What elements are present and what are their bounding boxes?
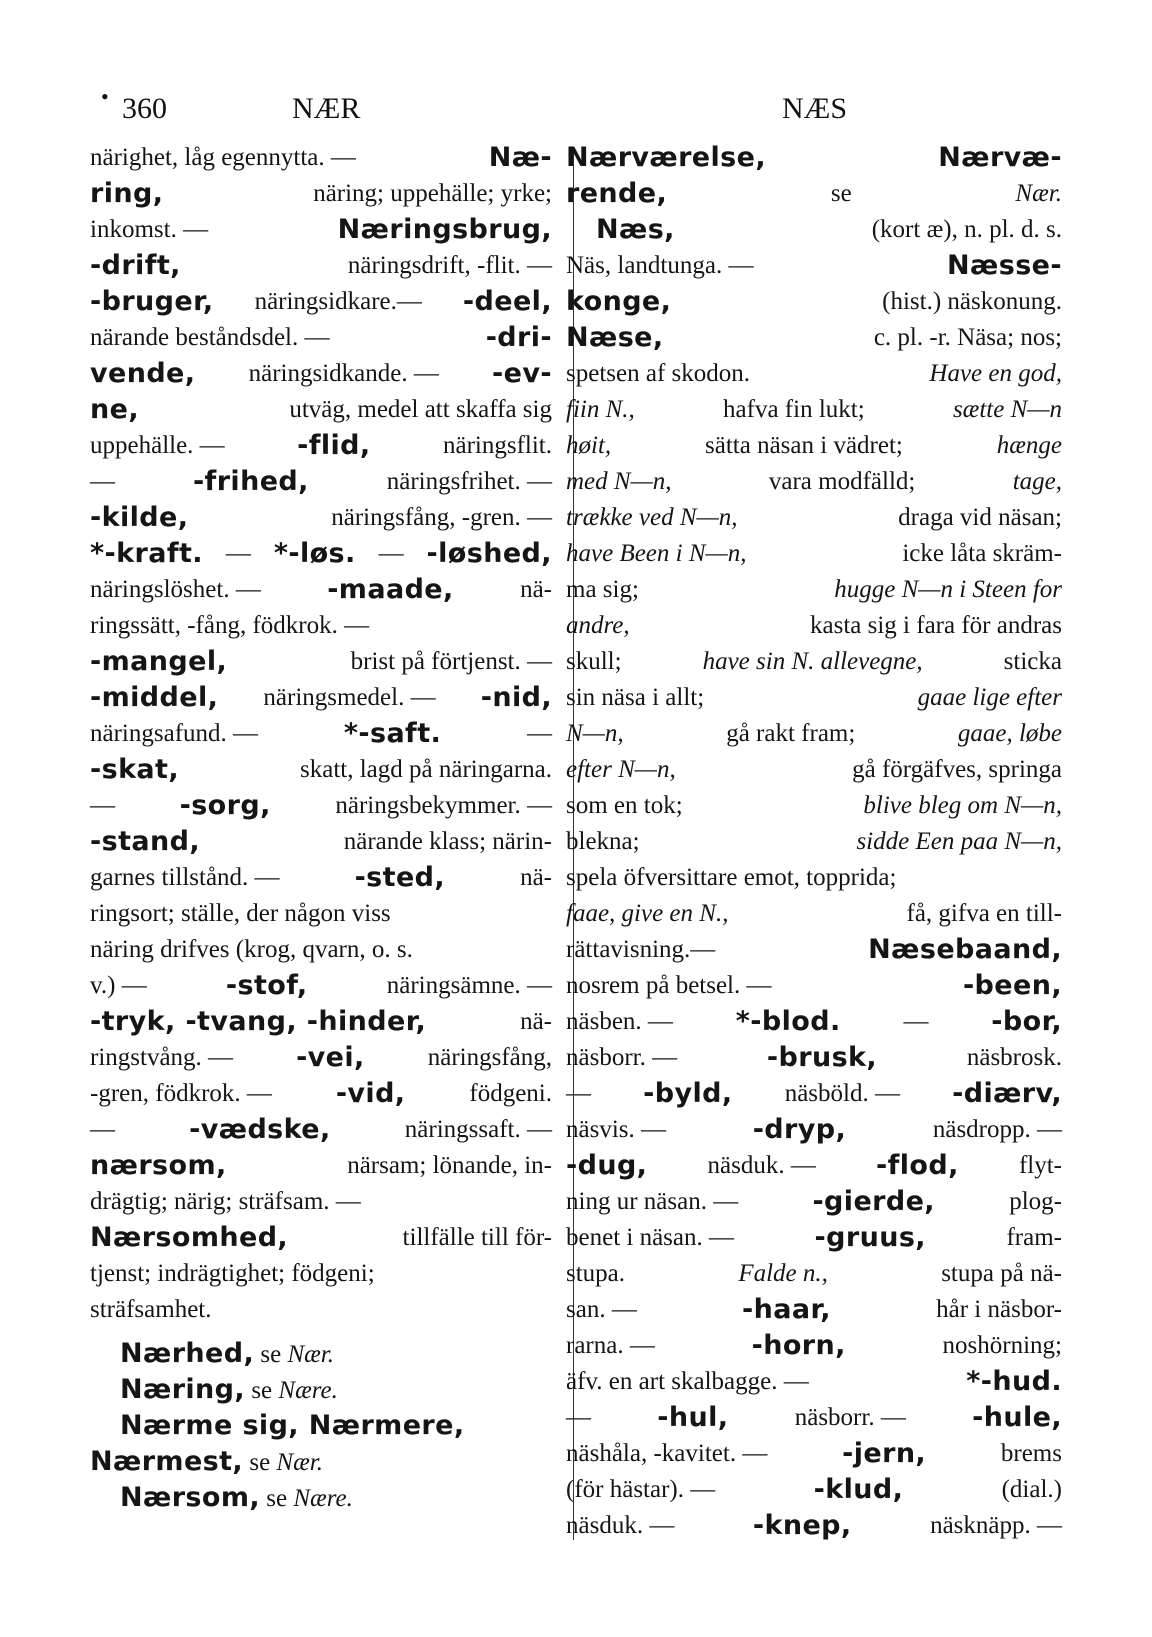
text-line <box>566 1004 1062 1040</box>
text-line <box>90 500 552 536</box>
definition-text: vara modfälld; <box>768 468 916 495</box>
headword: -tryk, -tvang, -hinder, <box>90 1006 427 1037</box>
definition-text: näringsfång, <box>427 1044 552 1071</box>
definition-text: gå rakt fram; <box>726 720 856 747</box>
definition-text: näringsflit. <box>442 432 552 459</box>
headword: -maade, <box>327 574 454 605</box>
definition-text: sin näsa i allt; <box>566 684 705 711</box>
text-line <box>566 356 1062 392</box>
definition-text: draga vid näsan; <box>898 504 1062 531</box>
text-line <box>566 932 1062 968</box>
definition-text: noshörning; <box>942 1332 1062 1359</box>
italic-phrase: Have en god, <box>929 360 1062 387</box>
definition-text: stupa. <box>566 1260 626 1287</box>
text-line <box>90 140 552 176</box>
text-line <box>90 752 552 788</box>
definition-text: hår i näsbor- <box>936 1296 1062 1323</box>
italic-phrase: Falde n., <box>738 1260 828 1287</box>
definition-text: hafva fin lukt; <box>723 396 865 423</box>
text-line <box>90 464 552 500</box>
text-line <box>90 860 552 896</box>
text-line <box>566 1292 1062 1328</box>
definition-text: icke låta skräm- <box>902 540 1062 567</box>
text-line <box>566 1436 1062 1472</box>
text-line <box>566 1220 1062 1256</box>
definition-text: näringsbekymmer. — <box>335 792 552 819</box>
right-guide-word: NÆS <box>782 92 848 125</box>
text-line <box>566 572 1062 608</box>
definition-text: — <box>90 792 115 819</box>
text-line <box>90 1220 552 1256</box>
definition-text: inkomst. — <box>90 216 209 243</box>
text-line <box>90 428 552 464</box>
text-line <box>90 968 552 1004</box>
text-line <box>90 284 552 320</box>
definition-text: se <box>245 1377 279 1404</box>
text-line <box>566 140 1062 176</box>
left-guide-word: NÆR <box>292 92 361 125</box>
definition-text: äfv. en art skalbagge. — <box>566 1368 809 1395</box>
text-line <box>566 1328 1062 1364</box>
definition-text: — <box>903 1008 929 1035</box>
definition-text: (för hästar). — <box>566 1476 716 1503</box>
definition-text: kasta sig i fara för andras <box>810 612 1062 639</box>
definition-text: -gren, födkrok. — <box>90 1080 272 1107</box>
definition-text: näringsafund. — <box>90 720 259 747</box>
definition-text: brems <box>1000 1440 1062 1467</box>
headword: -dri- <box>485 322 552 353</box>
definition-text: fram- <box>1006 1224 1062 1251</box>
headword: *-saft. <box>343 718 442 749</box>
text-line <box>90 1336 552 1372</box>
definition-text: sträfsamhet. <box>90 1296 212 1323</box>
headword: Næse, <box>566 322 664 353</box>
headword: -gierde, <box>812 1186 935 1217</box>
definition-text: sticka <box>1003 648 1062 675</box>
headword: Næring, <box>120 1374 246 1405</box>
headword: -flod, <box>876 1150 959 1181</box>
definition-text: stupa på nä- <box>941 1260 1062 1287</box>
text-line <box>566 788 1062 824</box>
italic-phrase: hænge <box>996 432 1062 459</box>
headword: -hule, <box>972 1402 1062 1433</box>
italic-phrase: trække ved N—n, <box>566 504 738 531</box>
definition-text: garnes tillstånd. — <box>90 864 280 891</box>
definition-text: benet i näsan. — <box>566 1224 735 1251</box>
text-line <box>566 1148 1062 1184</box>
headword: -dug, <box>566 1150 648 1181</box>
italic-phrase: høit, <box>566 432 612 459</box>
definition-text: — <box>225 540 251 567</box>
definition-text: gå förgäfves, springa <box>852 756 1062 783</box>
text-line <box>90 824 552 860</box>
definition-text: uppehälle. — <box>90 432 225 459</box>
headword: vende, <box>90 358 196 389</box>
definition-text: näringsfrihet. — <box>386 468 552 495</box>
definition-text: näringsfång, -gren. — <box>331 504 552 531</box>
headword: Nærme sig, Nærmere, <box>120 1410 465 1441</box>
text-line <box>90 1256 552 1292</box>
headword: -jern, <box>842 1438 927 1469</box>
definition-text: näringslöshet. — <box>90 576 261 603</box>
definition-text: ringstvång. — <box>90 1044 234 1071</box>
line-spacer <box>90 1328 552 1336</box>
text-line <box>566 680 1062 716</box>
text-line <box>566 1364 1062 1400</box>
headword: -deel, <box>462 286 552 317</box>
text-line <box>566 428 1062 464</box>
text-line <box>566 1076 1062 1112</box>
text-line <box>90 1076 552 1112</box>
definition-text: drägtig; närig; sträfsam. — <box>90 1188 361 1215</box>
text-line <box>566 1472 1062 1508</box>
headword: -ev- <box>492 358 552 389</box>
italic-phrase: med N—n, <box>566 468 672 495</box>
italic-phrase: Nære. <box>293 1485 353 1512</box>
definition-text: (dial.) <box>1001 1476 1062 1503</box>
text-line <box>90 248 552 284</box>
definition-text: (hist.) näskonung. <box>882 288 1062 315</box>
text-line <box>566 860 1062 896</box>
headword: ne, <box>90 394 139 425</box>
headword: Nærsomhed, <box>90 1222 289 1253</box>
definition-text: rättavisning.— <box>566 936 716 963</box>
text-line <box>566 716 1062 752</box>
text-line <box>90 1480 552 1516</box>
italic-phrase: Nær. <box>276 1449 323 1476</box>
italic-phrase: tage, <box>1012 468 1062 495</box>
italic-phrase: have sin N. allevegne, <box>702 648 923 675</box>
definition-text: ning ur näsan. — <box>566 1188 739 1215</box>
definition-text: nä- <box>520 864 552 891</box>
italic-phrase: andre, <box>566 612 630 639</box>
text-line <box>90 716 552 752</box>
definition-text: brist på förtjenst. — <box>350 648 552 675</box>
text-line <box>566 176 1062 212</box>
headword: -horn, <box>751 1330 846 1361</box>
headword: -knep, <box>752 1510 852 1541</box>
italic-phrase: sætte N—n <box>952 396 1062 423</box>
definition-text: tillfälle till för- <box>402 1224 552 1251</box>
text-line <box>566 1112 1062 1148</box>
definition-text: Näs, landtunga. — <box>566 252 754 279</box>
definition-text: näring drifves (krog, qvarn, o. s. <box>90 936 413 963</box>
headword: -byld, <box>643 1078 733 1109</box>
text-line <box>566 896 1062 932</box>
definition-text: blekna; <box>566 828 640 855</box>
headword: -nid, <box>480 682 552 713</box>
text-line <box>90 1040 552 1076</box>
text-line <box>90 356 552 392</box>
headword: -stand, <box>90 826 201 857</box>
headword: -brusk, <box>766 1042 878 1073</box>
headword: -dryp, <box>752 1114 847 1145</box>
definition-text: skatt, lagd på näringarna. <box>300 756 552 783</box>
headword: -bor, <box>991 1006 1062 1037</box>
definition-text: få, gifva en till- <box>906 900 1062 927</box>
headword: -frihed, <box>192 466 309 497</box>
definition-text: (kort æ), n. pl. d. s. <box>871 216 1062 243</box>
definition-text: c. pl. -r. Näsa; nos; <box>873 324 1062 351</box>
italic-phrase: N—n, <box>566 720 624 747</box>
italic-phrase: hugge N—n i Steen for <box>834 576 1062 603</box>
italic-phrase: gaae, løbe <box>957 720 1062 747</box>
text-line <box>566 464 1062 500</box>
definition-text: näringsämne. — <box>386 972 552 999</box>
text-line <box>566 248 1062 284</box>
text-line <box>90 680 552 716</box>
text-line <box>566 1184 1062 1220</box>
definition-text: tjenst; indrägtighet; födgeni; <box>90 1260 375 1287</box>
text-line <box>566 1256 1062 1292</box>
definition-text: näsbrosk. <box>966 1044 1062 1071</box>
italic-phrase: have Been i N—n, <box>566 540 747 567</box>
text-line <box>566 1040 1062 1076</box>
definition-text: plog- <box>1009 1188 1062 1215</box>
headword: Næringsbrug, <box>337 214 552 245</box>
headword: *-kraft. <box>90 538 203 569</box>
headword: -haar, <box>742 1294 831 1325</box>
headword: -been, <box>962 970 1062 1001</box>
headword: -klud, <box>813 1474 904 1505</box>
definition-text: — <box>90 1116 115 1143</box>
headword: -hul, <box>657 1402 729 1433</box>
text-line <box>90 932 552 968</box>
italic-phrase: Nære. <box>278 1377 338 1404</box>
headword: -vei, <box>296 1042 365 1073</box>
definition-text: näringsdrift, -flit. — <box>347 252 552 279</box>
italic-phrase: Nær. <box>1015 180 1062 207</box>
definition-text: näring; uppehälle; yrke; <box>313 180 552 207</box>
headword: *-blod. <box>735 1006 841 1037</box>
headword: -kilde, <box>90 502 189 533</box>
headword: Nærvæ- <box>938 142 1062 173</box>
headword: -gruus, <box>814 1222 926 1253</box>
text-line <box>90 788 552 824</box>
definition-text: — <box>90 468 115 495</box>
text-line <box>90 608 552 644</box>
definition-text: ma sig; <box>566 576 639 603</box>
text-line <box>566 284 1062 320</box>
headword: -vid, <box>335 1078 406 1109</box>
text-line <box>566 212 1062 248</box>
definition-text: näringsidkare.— <box>254 288 422 315</box>
definition-text: näsböld. — <box>784 1080 900 1107</box>
headword: rende, <box>566 178 668 209</box>
left-column <box>90 140 552 1516</box>
headword: -sorg, <box>179 790 271 821</box>
text-line <box>90 1112 552 1148</box>
definition-text: närsam; lönande, in- <box>347 1152 552 1179</box>
definition-text: näringsidkande. — <box>248 360 439 387</box>
headword: -vædske, <box>189 1114 331 1145</box>
definition-text: födgeni. <box>469 1080 552 1107</box>
text-line <box>90 1184 552 1220</box>
headword: konge, <box>566 286 672 317</box>
definition-text: ringsort; ställe, der någon viss <box>90 900 391 927</box>
headword: Nærhed, <box>120 1338 255 1369</box>
headword: ring, <box>90 178 164 209</box>
italic-phrase: sidde Een paa N—n, <box>856 828 1062 855</box>
definition-text: — <box>566 1404 591 1431</box>
definition-text: näsduk. — <box>707 1152 816 1179</box>
headword: *-hud. <box>966 1366 1062 1397</box>
text-line <box>566 824 1062 860</box>
definition-text: — <box>378 540 404 567</box>
definition-text: näsdropp. — <box>932 1116 1062 1143</box>
right-column <box>566 140 1062 1544</box>
definition-text: san. — <box>566 1296 637 1323</box>
definition-text: närande klass; närin- <box>343 828 552 855</box>
headword: -sted, <box>354 862 446 893</box>
headword: nærsom, <box>90 1150 227 1181</box>
text-line <box>90 896 552 932</box>
definition-text: se <box>254 1341 288 1368</box>
definition-text: nä- <box>520 1008 552 1035</box>
text-line <box>566 968 1062 1004</box>
definition-text: skull; <box>566 648 622 675</box>
text-line <box>566 1400 1062 1436</box>
headword: -drift, <box>90 250 181 281</box>
headword: -løshed, <box>426 538 552 569</box>
text-line <box>566 500 1062 536</box>
page-number: 360 <box>122 92 167 125</box>
text-line <box>90 392 552 428</box>
text-line <box>90 1148 552 1184</box>
text-line <box>90 212 552 248</box>
text-line <box>566 536 1062 572</box>
italic-phrase: Nær. <box>287 1341 335 1368</box>
headword: Næsse- <box>947 250 1062 281</box>
definition-text: närighet, låg egennytta. — <box>90 144 356 171</box>
definition-text: utväg, medel att skaffa sig <box>289 396 552 423</box>
definition-text: näringssaft. — <box>404 1116 552 1143</box>
headword: Næ- <box>488 142 552 173</box>
definition-text: nä- <box>520 576 552 603</box>
text-line <box>90 1292 552 1328</box>
italic-phrase: gaae lige efter <box>917 684 1062 711</box>
definition-text: se <box>830 180 852 207</box>
text-line <box>90 644 552 680</box>
italic-phrase: fiin N., <box>566 396 635 423</box>
headword: Næsebaand, <box>868 934 1062 965</box>
headword: -bruger, <box>90 286 214 317</box>
page-marker: • <box>101 84 109 109</box>
definition-text: v.) — <box>90 972 147 999</box>
text-line <box>90 1372 552 1408</box>
text-line <box>566 608 1062 644</box>
italic-phrase: efter N—n, <box>566 756 676 783</box>
headword: -flid, <box>297 430 371 461</box>
definition-text: som en tok; <box>566 792 683 819</box>
text-line <box>566 392 1062 428</box>
text-line <box>90 572 552 608</box>
text-line <box>90 536 552 572</box>
definition-text: — <box>526 720 552 747</box>
definition-text: näsben. — <box>566 1008 673 1035</box>
definition-text: se <box>243 1449 277 1476</box>
definition-text: spetsen af skodon. <box>566 360 750 387</box>
text-line <box>566 752 1062 788</box>
text-line <box>90 176 552 212</box>
definition-text: rarna. — <box>566 1332 655 1359</box>
headword: -diærv, <box>952 1078 1062 1109</box>
headword: Nærsom, <box>120 1482 261 1513</box>
definition-text: ringssätt, -fång, födkrok. — <box>90 612 370 639</box>
headword: -skat, <box>90 754 180 785</box>
definition-text: näsvis. — <box>566 1116 666 1143</box>
definition-text: näsborr. — <box>794 1404 906 1431</box>
definition-text: flyt- <box>1018 1152 1062 1179</box>
definition-text: näringsmedel. — <box>263 684 436 711</box>
text-line <box>90 1004 552 1040</box>
headword: -stof, <box>225 970 308 1001</box>
headword: -middel, <box>90 682 219 713</box>
definition-text: näshåla, -kavitet. — <box>566 1440 768 1467</box>
definition-text: spela öfversittare emot, topprida; <box>566 864 897 891</box>
definition-text: närande beståndsdel. — <box>90 324 330 351</box>
headword: Nærmest, <box>90 1446 244 1477</box>
definition-text: se <box>260 1485 294 1512</box>
headword: -mangel, <box>90 646 228 677</box>
italic-phrase: blive bleg om N—n, <box>863 792 1062 819</box>
text-line <box>566 644 1062 680</box>
definition-text: näsknäpp. — <box>930 1512 1062 1539</box>
text-line <box>566 1508 1062 1544</box>
headword: Næs, <box>596 214 675 245</box>
definition-text: sätta näsan i vädret; <box>705 432 903 459</box>
text-line <box>90 1444 552 1480</box>
definition-text: näsborr. — <box>566 1044 678 1071</box>
headword: Nærværelse, <box>566 142 767 173</box>
text-line <box>566 320 1062 356</box>
definition-text: nosrem på betsel. — <box>566 972 772 999</box>
headword: *-løs. <box>273 538 356 569</box>
italic-phrase: faae, give en N., <box>566 900 729 927</box>
text-line <box>90 320 552 356</box>
definition-text: — <box>566 1080 591 1107</box>
text-line <box>90 1408 552 1444</box>
page-header <box>0 84 1152 132</box>
definition-text: näsduk. — <box>566 1512 675 1539</box>
